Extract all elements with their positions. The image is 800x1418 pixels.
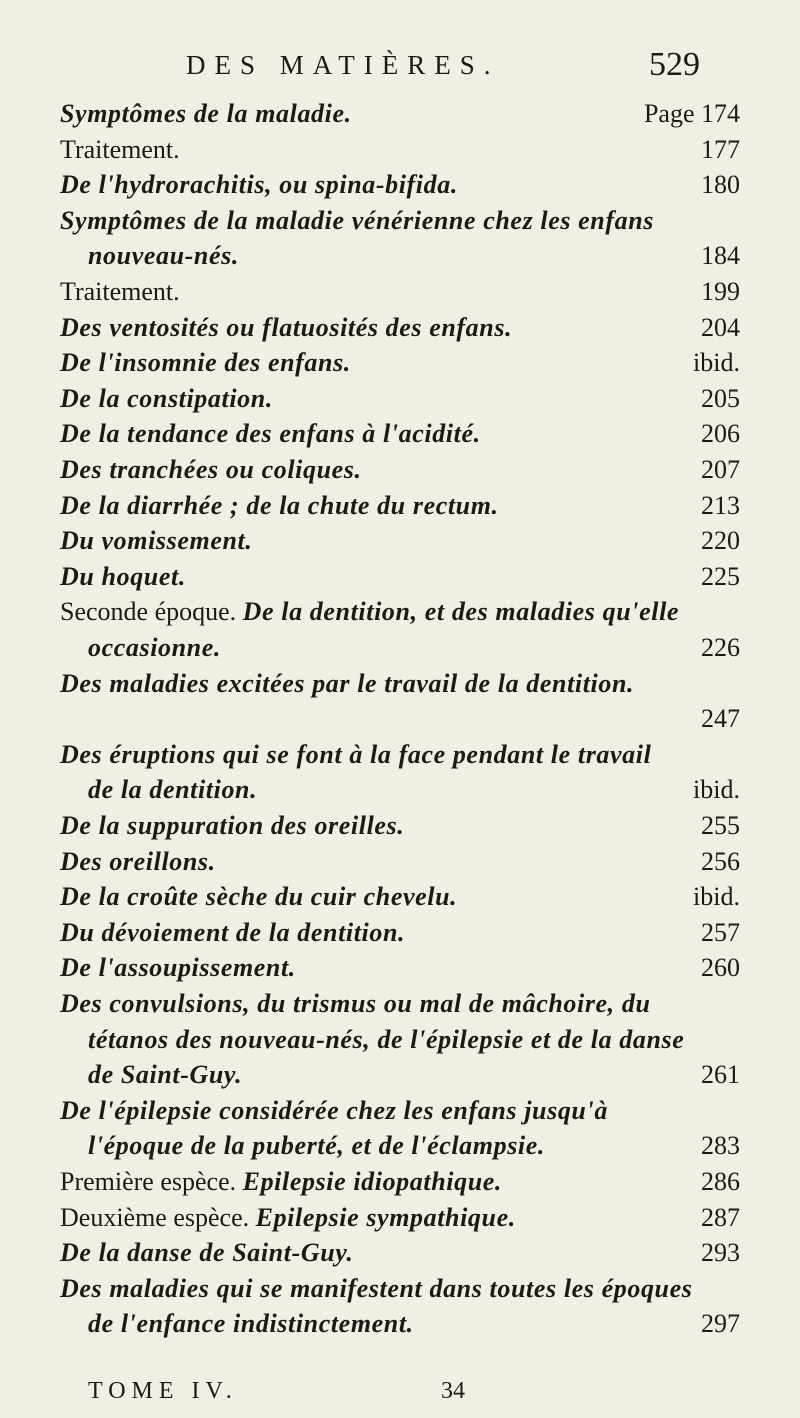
toc-entry <box>60 345 740 381</box>
toc-entry-page: ibid. <box>693 348 740 378</box>
signature-mark: 34 <box>441 1378 465 1404</box>
toc-entry <box>88 1128 740 1164</box>
entry-title-italic: De l'assoupissement. <box>60 953 296 983</box>
toc-entry-title <box>60 1235 354 1271</box>
toc-entry <box>60 737 740 773</box>
entry-title-roman: Traitement. <box>60 134 180 164</box>
page-number: 529 <box>649 46 700 83</box>
toc-entry <box>60 523 740 559</box>
toc-entry-page: ibid. <box>693 882 740 912</box>
running-header <box>0 46 800 92</box>
toc-entry-title <box>60 1093 608 1129</box>
toc-entry-page: 297 <box>701 1309 740 1339</box>
entry-title-italic: Des tranchées ou coliques. <box>60 455 362 484</box>
toc-entry-title <box>60 203 654 239</box>
toc-entry-title <box>60 345 351 381</box>
entry-title-italic: Du hoquet. <box>60 561 186 591</box>
page-footer <box>0 1378 800 1412</box>
toc-entry-page: 177 <box>701 134 740 164</box>
entry-title-italic: nouveau-nés. <box>88 241 239 271</box>
entry-title-italic: De la constipation. <box>60 383 273 413</box>
toc-entry <box>88 1057 740 1093</box>
entry-title-italic: De l'insomnie des enfans. <box>60 348 351 378</box>
toc-entry <box>60 132 740 168</box>
entry-title-italic: De la diarrhée ; de la chute du rectum. <box>60 490 499 520</box>
toc-entry-title <box>88 1057 242 1093</box>
entry-title-italic: Du vomissement. <box>60 526 253 556</box>
entry-title-italic: Des convulsions, du trismus ou mal de mâchoire, du <box>60 989 651 1018</box>
toc-entry-page: 204 <box>701 312 740 342</box>
toc-entry-title <box>60 381 273 417</box>
entry-title-roman: Traitement. <box>60 277 180 306</box>
toc-entry-page: 260 <box>701 953 740 983</box>
toc-entry-page: 213 <box>701 490 740 520</box>
entry-title-italic: de la dentition. <box>88 775 258 805</box>
entry-title-italic: Epilepsie sympathique. <box>255 1202 516 1232</box>
toc-entry-title <box>60 274 180 310</box>
toc-entry <box>60 986 740 1022</box>
toc-entry-title <box>60 96 352 132</box>
toc-entry-title <box>88 238 239 274</box>
entry-title-roman: Deuxième espèce. <box>60 1202 256 1232</box>
toc-entry-title <box>60 986 651 1022</box>
toc-entry-title <box>88 1128 545 1164</box>
toc-entry-title <box>60 167 458 203</box>
entry-title-italic: l'époque de la puberté, et de l'éclampsie. <box>88 1131 545 1161</box>
toc-entry-title <box>60 915 405 951</box>
toc-entry-title <box>60 1271 692 1307</box>
entry-title-italic: Des ventosités ou flatuosités des enfans. <box>60 312 513 342</box>
toc-entry-page: Page 174 <box>643 99 740 128</box>
entry-title-italic: De la croûte sèche du cuir chevelu. <box>60 882 458 912</box>
toc-entry <box>60 274 740 310</box>
entry-title-italic: tétanos des nouveau-nés, de l'épilepsie et de la danse <box>88 1024 685 1054</box>
toc-entry <box>60 452 740 488</box>
toc-entry <box>60 808 740 844</box>
entry-title-italic: Symptômes de la maladie. <box>60 99 352 128</box>
entry-title-italic: De l'hydrorachitis, ou spina-bifida. <box>60 170 458 200</box>
toc-entry-title <box>60 879 457 915</box>
entry-title-italic: de Saint-Guy. <box>88 1060 243 1090</box>
entry-title-italic: Des oreillons. <box>60 846 216 876</box>
toc-entry <box>60 950 740 986</box>
toc-entry <box>88 1022 740 1058</box>
toc-entry-page: 286 <box>701 1167 740 1196</box>
toc-entry-title <box>88 772 257 808</box>
toc-entry <box>60 666 740 702</box>
toc-entry-title <box>60 132 180 168</box>
toc-entry <box>60 167 740 203</box>
toc-entry-title <box>60 666 634 702</box>
toc-entry <box>60 96 740 132</box>
toc-entry <box>60 310 740 346</box>
entry-title-italic: occasionne. <box>88 633 221 662</box>
toc-entry <box>88 238 740 274</box>
toc-entry <box>60 1093 740 1129</box>
toc-entry-title <box>60 1164 502 1200</box>
entry-title-italic: Des maladies qui se manifestent dans toutes les époques <box>60 1273 693 1303</box>
toc-entry <box>60 416 740 452</box>
toc-entry-page: 220 <box>701 526 740 556</box>
toc-entry-page: 226 <box>701 633 740 662</box>
toc-entry <box>60 701 740 737</box>
toc-entry-title <box>60 416 481 452</box>
toc-entry-page: ibid. <box>693 775 740 805</box>
toc-entry <box>88 1306 740 1342</box>
toc-entry-page: 257 <box>701 917 740 947</box>
entry-title-italic: De la tendance des enfans à l'acidité. <box>60 419 481 449</box>
toc-entry-title <box>60 523 252 559</box>
toc-entry-page: 247 <box>701 704 740 734</box>
entry-title-roman: Première espèce. <box>60 1167 243 1196</box>
toc-entry-page: 205 <box>701 383 740 413</box>
toc-entry-title <box>60 488 499 524</box>
toc-entry-title <box>60 844 216 880</box>
toc-entry-title <box>88 1306 414 1342</box>
entry-title-italic: Des éruptions qui se font à la face pendant le travail <box>60 739 652 769</box>
entry-title-italic: De l'épilepsie considérée chez les enfans jusqu'à <box>60 1095 608 1125</box>
entry-title-italic: De la dentition, et des maladies qu'elle <box>242 597 680 627</box>
toc-entry <box>60 203 740 239</box>
toc-entry <box>60 915 740 951</box>
toc-entry-title <box>60 737 651 773</box>
toc-entry-page: 225 <box>701 561 740 591</box>
toc-entry-title <box>60 310 512 346</box>
toc-entry-page: 184 <box>701 241 740 271</box>
toc-entry <box>88 630 740 666</box>
volume-label: TOME IV. <box>88 1378 238 1404</box>
toc-entry-page: 255 <box>701 811 740 840</box>
toc-entry-title <box>60 950 296 986</box>
toc-entry <box>60 488 740 524</box>
entry-title-italic: De la suppuration des oreilles. <box>60 811 405 840</box>
toc-entry <box>60 1235 740 1271</box>
toc-entry <box>60 559 740 595</box>
toc-entry-page: 256 <box>701 846 740 876</box>
toc-entry <box>60 1164 740 1200</box>
entry-title-italic: Des maladies excitées par le travail de la dentition. <box>60 668 635 698</box>
toc-entry <box>60 381 740 417</box>
entry-title-italic: Symptômes de la maladie vénérienne chez les enfans <box>60 205 655 235</box>
toc-entry <box>88 772 740 808</box>
toc-entry-title <box>60 594 679 630</box>
toc-entry-title <box>88 1022 684 1058</box>
toc-entry-page: 207 <box>701 455 740 484</box>
toc-entry-title <box>60 1200 516 1236</box>
toc-entry <box>60 1200 740 1236</box>
entry-title-italic: Epilepsie idiopathique. <box>242 1167 502 1196</box>
entry-title-roman: Seconde époque. <box>60 597 243 627</box>
toc-entry-title <box>60 559 186 595</box>
toc-entry-page: 261 <box>701 1060 740 1090</box>
toc-entry <box>60 844 740 880</box>
header-title: DES MATIÈRES. <box>186 50 500 80</box>
toc-entry-title <box>60 808 404 844</box>
toc-entry-page: 293 <box>701 1238 740 1268</box>
toc-entry <box>60 594 740 630</box>
toc-entry-page: 206 <box>701 419 740 449</box>
toc-entry-title <box>60 452 362 488</box>
toc-entry-title <box>88 630 221 666</box>
entry-title-italic: de l'enfance indistinctement. <box>88 1309 414 1339</box>
toc-entry <box>60 879 740 915</box>
toc-entry <box>60 1271 740 1307</box>
entry-title-italic: De la danse de Saint-Guy. <box>60 1238 354 1268</box>
entry-title-italic: Du dévoiement de la dentition. <box>60 917 406 947</box>
toc-entry-page: 199 <box>701 277 740 306</box>
toc-entry-page: 180 <box>701 170 740 200</box>
toc-entry-page: 283 <box>701 1131 740 1161</box>
toc-entry-page: 287 <box>701 1202 740 1232</box>
